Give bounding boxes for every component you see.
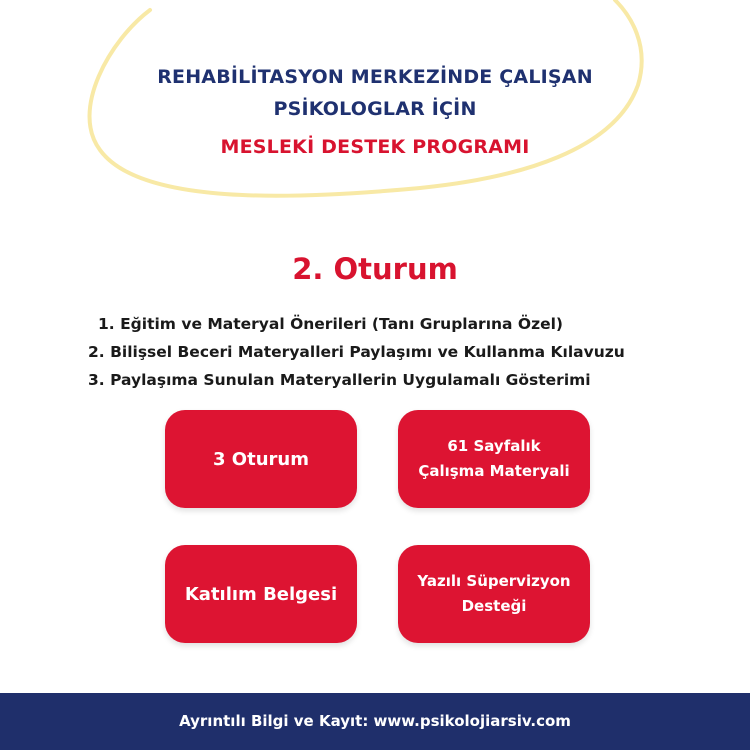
card-label: Katılım Belgesi	[184, 583, 338, 605]
footer-text: Ayrıntılı Bilgi ve Kayıt: www.psikolojiarsiv.com	[179, 712, 571, 730]
card-label: 3 Oturum	[213, 448, 309, 470]
topic-item: 1. Eğitim ve Materyal Önerileri (Tanı Gruplarına Özel)	[98, 315, 564, 333]
program-title-line-1: REHABİLİTASYON MERKEZİNDE ÇALIŞAN	[157, 66, 593, 88]
card-label: Yazılı Süpervizyon	[417, 572, 571, 590]
card-label: Çalışma Materyali	[418, 462, 570, 480]
session-title: 2. Oturum	[292, 252, 458, 286]
feature-card-sessions	[165, 410, 357, 508]
footer-bar	[0, 693, 750, 750]
topic-item: 3. Paylaşıma Sunulan Materyallerin Uygulamalı Gösterimi	[88, 371, 591, 389]
card-label: 61 Sayfalık	[447, 437, 541, 455]
program-title-line-2: PSİKOLOGLAR İÇİN	[273, 98, 477, 120]
topic-item: 2. Bilişsel Beceri Materyalleri Paylaşımı ve Kullanma Kılavuzu	[88, 343, 625, 361]
feature-card-certificate	[165, 545, 357, 643]
topic-list	[88, 310, 625, 394]
card-label: Desteği	[461, 597, 527, 615]
feature-card-materials	[398, 410, 590, 508]
program-subtitle: MESLEKİ DESTEK PROGRAMI	[220, 136, 530, 158]
decorative-yellow-ellipse	[0, 0, 750, 260]
feature-card-supervision	[398, 545, 590, 643]
